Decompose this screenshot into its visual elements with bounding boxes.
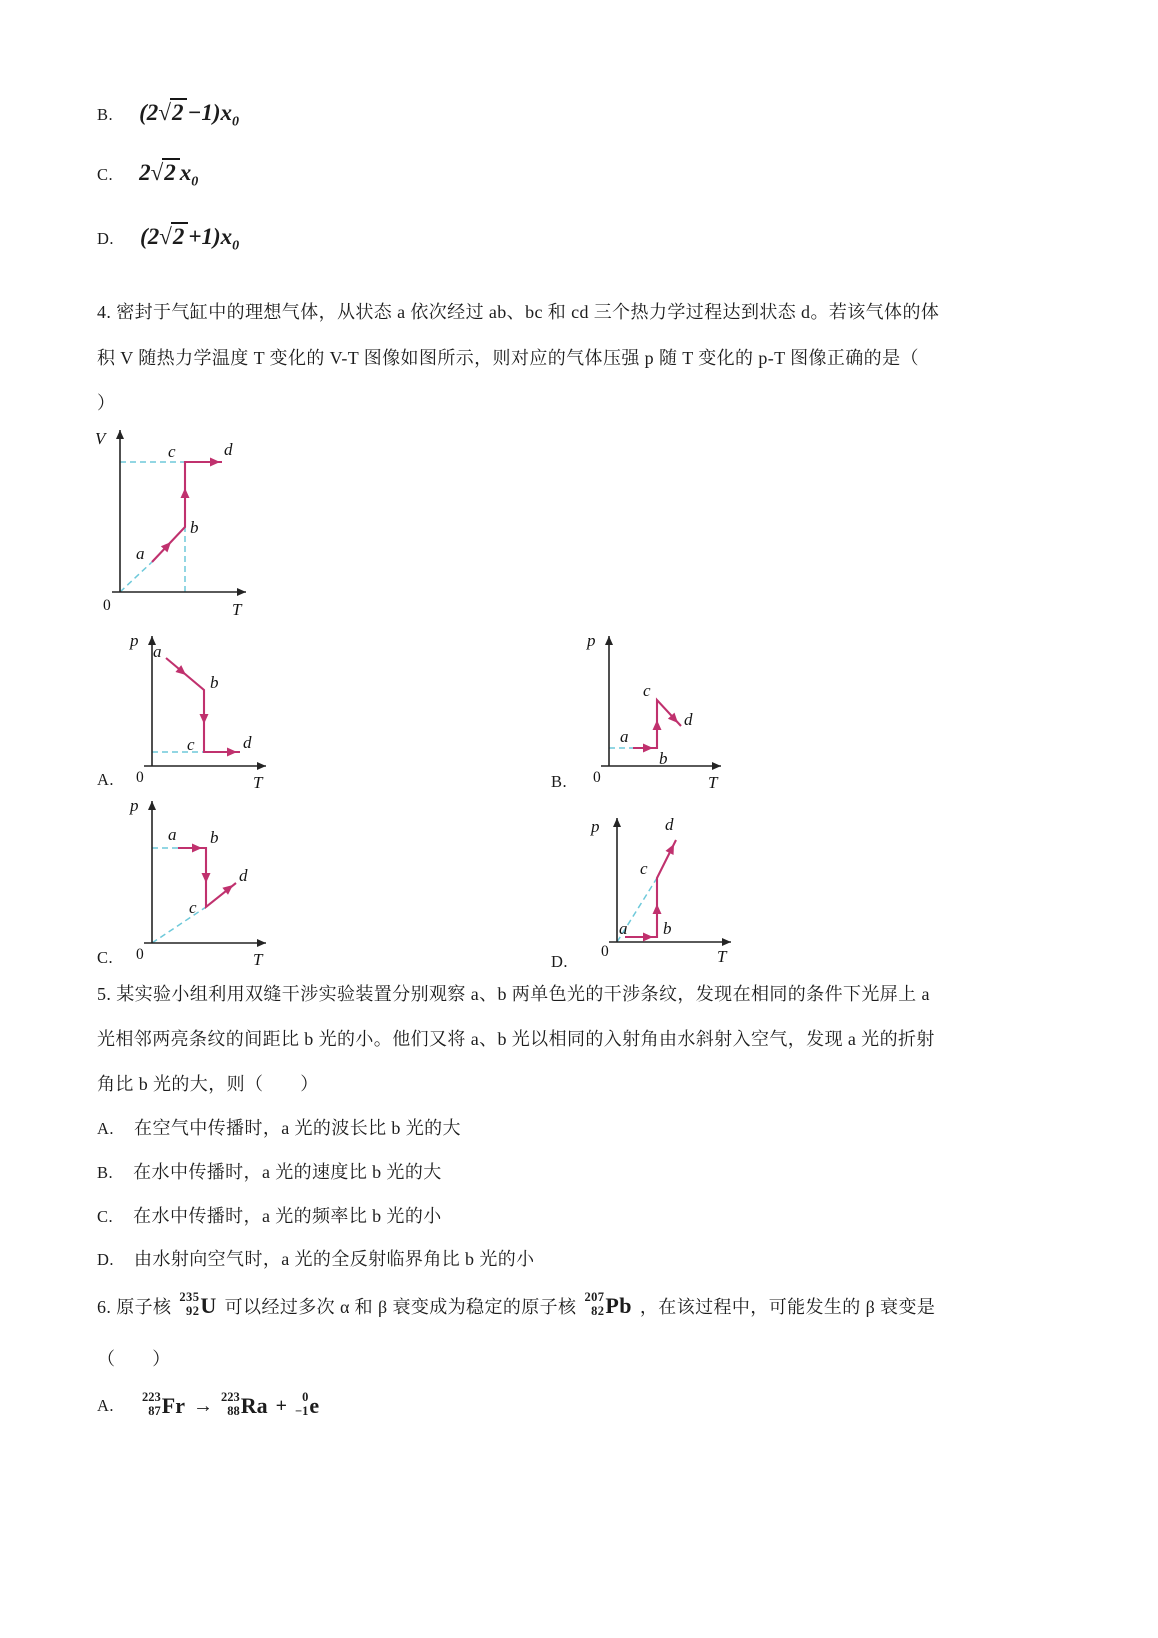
atomic-number: 82 [591,1304,605,1319]
vt-point-b: b [190,518,199,537]
a-point-c: c [187,735,195,754]
d-xaxis-arrow-icon [722,938,731,946]
q6-suffix: ，在该过程中，可能发生的 β 衰变是 [639,1297,936,1318]
q5-option-d [97,1247,535,1272]
c-point-d: d [239,866,248,885]
c-xlabel: T [253,950,263,969]
c-point-c: c [189,898,197,917]
pt-graph-d [583,806,748,971]
c-origin: 0 [136,946,144,963]
nuclide-pb207-symbol: Pb [605,1293,632,1319]
sqrt-icon: √ [159,224,172,249]
d-point-a: a [619,919,628,938]
b-yaxis-arrow-icon [605,636,613,645]
option-b-row [97,100,240,130]
c-yaxis-arrow-icon [148,801,156,810]
arrow-icon [181,488,190,498]
vt-ylabel: V [95,429,106,448]
arrow-icon [643,933,653,942]
pt-graph-b [581,626,731,796]
q4-line1: 4. 密封于气缸中的理想气体，从状态 a 依次经过 ab、bc 和 cd 三个热力学过程达到状态 d。若该气体的体 [97,302,940,322]
atomic-number: 92 [186,1304,200,1319]
nuclide-u235-symbol: U [200,1293,217,1319]
c-point-b: b [210,828,219,847]
a-point-b: b [210,673,219,692]
d-ylabel: p [591,817,600,836]
q5-line1: 5. 某实验小组利用双缝干涉实验装置分别观察 a、b 两单色光的干涉条纹，发现在相同的条件下光屏上 a [97,984,930,1004]
nuclide-ra223 [221,1392,268,1421]
q6-line2: （ ） [97,1349,171,1369]
formula-suffix: +1) [188,224,221,249]
radicand: 2 [170,98,188,125]
q6-option-a [97,1392,319,1421]
q6-option-a-label: A. [97,1396,115,1416]
plus-sign: + [275,1394,288,1417]
b-point-b: b [659,749,668,768]
nuclide-u235-numbers [179,1290,199,1319]
formula-subscript: 0 [232,238,240,254]
q4-line2: 积 V 随热力学温度 T 变化的 V-T 图像如图所示，则对应的气体压强 p 随 T 变化的 p-T 图像正确的是（ [97,348,919,368]
q6-middle: 可以经过多次 α 和 β 衰变成为稳定的原子核 [224,1297,577,1318]
d-point-b: b [663,919,672,938]
vt-dashed-diagonal [120,562,152,592]
d-xlabel: T [717,947,727,966]
c-point-a: a [168,825,177,844]
arrow-icon [653,904,662,914]
q6-line1 [97,1292,935,1321]
b-ylabel: p [587,631,596,650]
q6-option-a-equation [142,1392,319,1421]
c-dashed-diagonal [152,907,206,943]
atomic-number: 88 [227,1404,240,1419]
arrow-icon [202,873,211,883]
option-c-label: C. [97,165,114,184]
formula-variable: x [220,100,233,125]
vt-xlabel: T [232,600,242,619]
option-b-label: B. [97,105,114,124]
sqrt-icon: √ [150,160,164,185]
a-point-d: d [243,733,252,752]
q5-line2: 光相邻两亮条纹的间距比 b 光的小。他们又将 a、b 光以相同的入射角由水斜射入空气，发现 a 光的折射 [97,1029,935,1049]
b-point-c: c [643,681,651,700]
a-ylabel: p [130,631,139,650]
formula-variable: x [220,224,233,249]
option-d-row [97,224,240,254]
arrow-icon [665,842,678,855]
sqrt-icon: √ [158,100,171,125]
a-xlabel: T [253,773,263,792]
b-xaxis-arrow-icon [712,762,721,770]
reaction-arrow-icon: → [193,1394,213,1417]
vt-graph [90,418,265,623]
b-point-a: a [620,727,629,746]
a-origin: 0 [136,769,144,786]
atomic-number: −1 [295,1404,309,1419]
q5-option-a [97,1116,461,1141]
q5-option-b [97,1160,442,1185]
c-ylabel: p [130,796,139,815]
b-origin: 0 [593,769,601,786]
arrow-icon [643,744,653,753]
vt-xaxis-arrow-icon [237,588,246,596]
q5-option-d-label: D. [97,1250,115,1269]
graph-b-option-label: B. [551,772,568,791]
b-point-d: d [684,710,693,729]
pt-graph-c [126,791,276,971]
formula-suffix: −1) [187,100,221,125]
formula-prefix: (2 [140,224,160,249]
mass-number: 223 [221,1390,240,1404]
vt-point-a: a [136,544,145,563]
formula-subscript: 0 [191,174,199,190]
arrow-icon [192,844,202,853]
nuclide-u235 [179,1292,216,1321]
option-d-formula [140,224,240,254]
formula-variable: x [179,160,192,185]
q6-prefix: 6. 原子核 [97,1297,172,1318]
c-xaxis-arrow-icon [257,939,266,947]
nuclide-electron-symbol: e [309,1393,320,1419]
nuclide-electron [295,1392,319,1421]
vt-origin: 0 [103,597,111,614]
option-c-row [97,160,199,190]
q5-option-c-text: 在水中传播时，a 光的频率比 b 光的小 [133,1206,442,1226]
mass-number: 223 [142,1390,161,1404]
vt-yaxis-arrow-icon [116,430,124,439]
vt-point-c: c [168,442,176,461]
q4-line3: ） [97,393,116,413]
pt-graph-a [126,626,276,796]
formula-subscript: 0 [232,114,240,130]
q5-line3: 角比 b 光的大，则（ ） [97,1074,319,1094]
a-point-a: a [153,642,162,661]
nuclide-fr223-numbers [142,1390,161,1419]
nuclide-fr223-symbol: Fr [161,1393,185,1419]
vt-point-d: d [224,440,233,459]
radicand: 2 [171,222,189,249]
formula-prefix: 2 [139,160,151,185]
nuclide-pb207-numbers [584,1290,604,1319]
q5-option-b-label: B. [97,1163,114,1182]
option-c-formula [139,160,199,190]
arrow-icon [210,458,220,467]
q5-option-a-label: A. [97,1119,115,1138]
q5-option-a-text: 在空气中传播时，a 光的波长比 b 光的大 [134,1118,461,1138]
formula-prefix: (2 [139,100,159,125]
nuclide-fr223 [142,1392,185,1421]
atomic-number: 87 [148,1404,161,1419]
nuclide-pb207 [584,1292,631,1321]
q5-option-c-label: C. [97,1207,114,1226]
mass-number: 207 [584,1290,605,1304]
graph-a-option-label: A. [97,770,115,789]
q5-option-b-text: 在水中传播时，a 光的速度比 b 光的大 [133,1162,442,1182]
radicand: 2 [162,158,180,185]
arrow-icon [227,748,237,757]
graph-d-option-label: D. [551,952,569,971]
mass-number: 0 [302,1390,309,1404]
nuclide-ra223-numbers [221,1390,240,1419]
nuclide-electron-numbers [295,1390,308,1419]
q5-option-c [97,1204,442,1229]
graph-c-option-label: C. [97,948,114,967]
arrow-icon [200,714,209,724]
option-d-label: D. [97,229,115,248]
arrow-icon [653,720,662,730]
nuclide-ra223-symbol: Ra [240,1393,268,1419]
q5-option-d-text: 由水射向空气时，a 光的全反射临界角比 b 光的小 [134,1249,535,1269]
d-yaxis-arrow-icon [613,818,621,827]
a-xaxis-arrow-icon [257,762,266,770]
option-b-formula [139,100,240,130]
d-point-c: c [640,859,648,878]
d-point-d: d [665,815,674,834]
mass-number: 235 [179,1290,200,1304]
d-origin: 0 [601,943,609,960]
b-xlabel: T [708,773,718,792]
